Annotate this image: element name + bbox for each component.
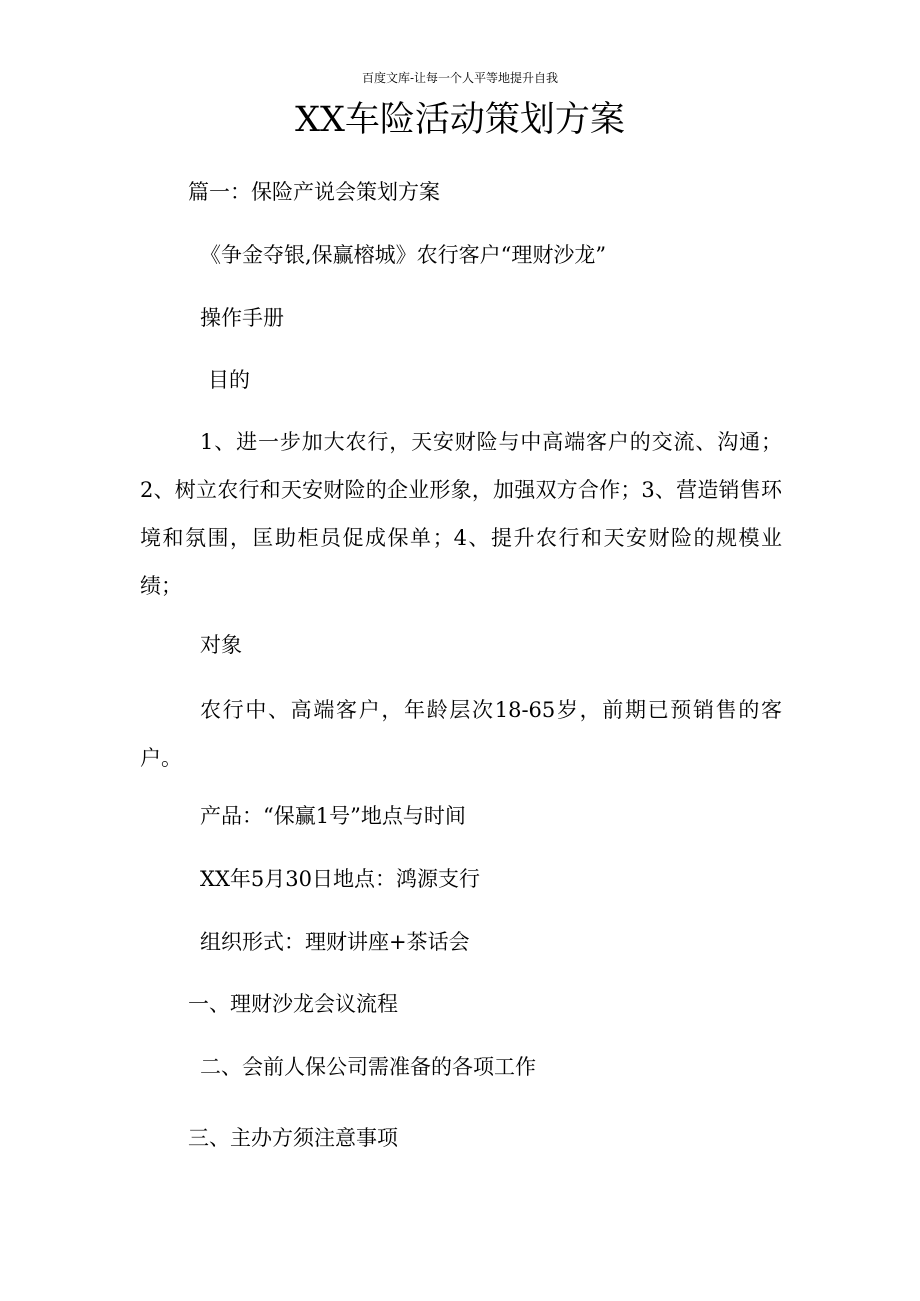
manual-heading: 操作手册 xyxy=(200,306,284,330)
running-header: 百度文库-让每一个人平等地提升自我 xyxy=(361,71,559,85)
section-heading: 一、理财沙龙会议流程 xyxy=(188,992,398,1016)
document-title: XX车险活动策划方案 xyxy=(295,100,625,140)
purpose-paragraph: 1、进一步加大农行，天安财险与中高端客户的交流、沟通；2、树立农行和天安财险的企业形象，加强双方合作；3、营造销售环境和氛围，匡助柜员促成保单；4、提升农行和天安财险的规模业绩； xyxy=(140,430,782,598)
target-paragraph: 农行中、高端客户，年龄层次18-65岁，前期已预销售的客户。 xyxy=(140,698,782,770)
target-heading: 对象 xyxy=(200,633,242,657)
event-title: 《争金夺银,保赢榕城》农行客户“理财沙龙” xyxy=(200,243,607,267)
purpose-heading: 目的 xyxy=(208,368,250,392)
format-line: 组织形式：理财讲座+茶话会 xyxy=(200,930,470,954)
chapter-heading: 篇一：保险产说会策划方案 xyxy=(188,180,440,204)
section-heading: 二、会前人保公司需准备的各项工作 xyxy=(200,1055,536,1079)
date-location-line: XX年5月30日地点：鸿源支行 xyxy=(200,867,480,891)
section-heading: 三、主办方须注意事项 xyxy=(188,1126,398,1150)
product-line: 产品：“保赢1号”地点与时间 xyxy=(200,804,466,828)
